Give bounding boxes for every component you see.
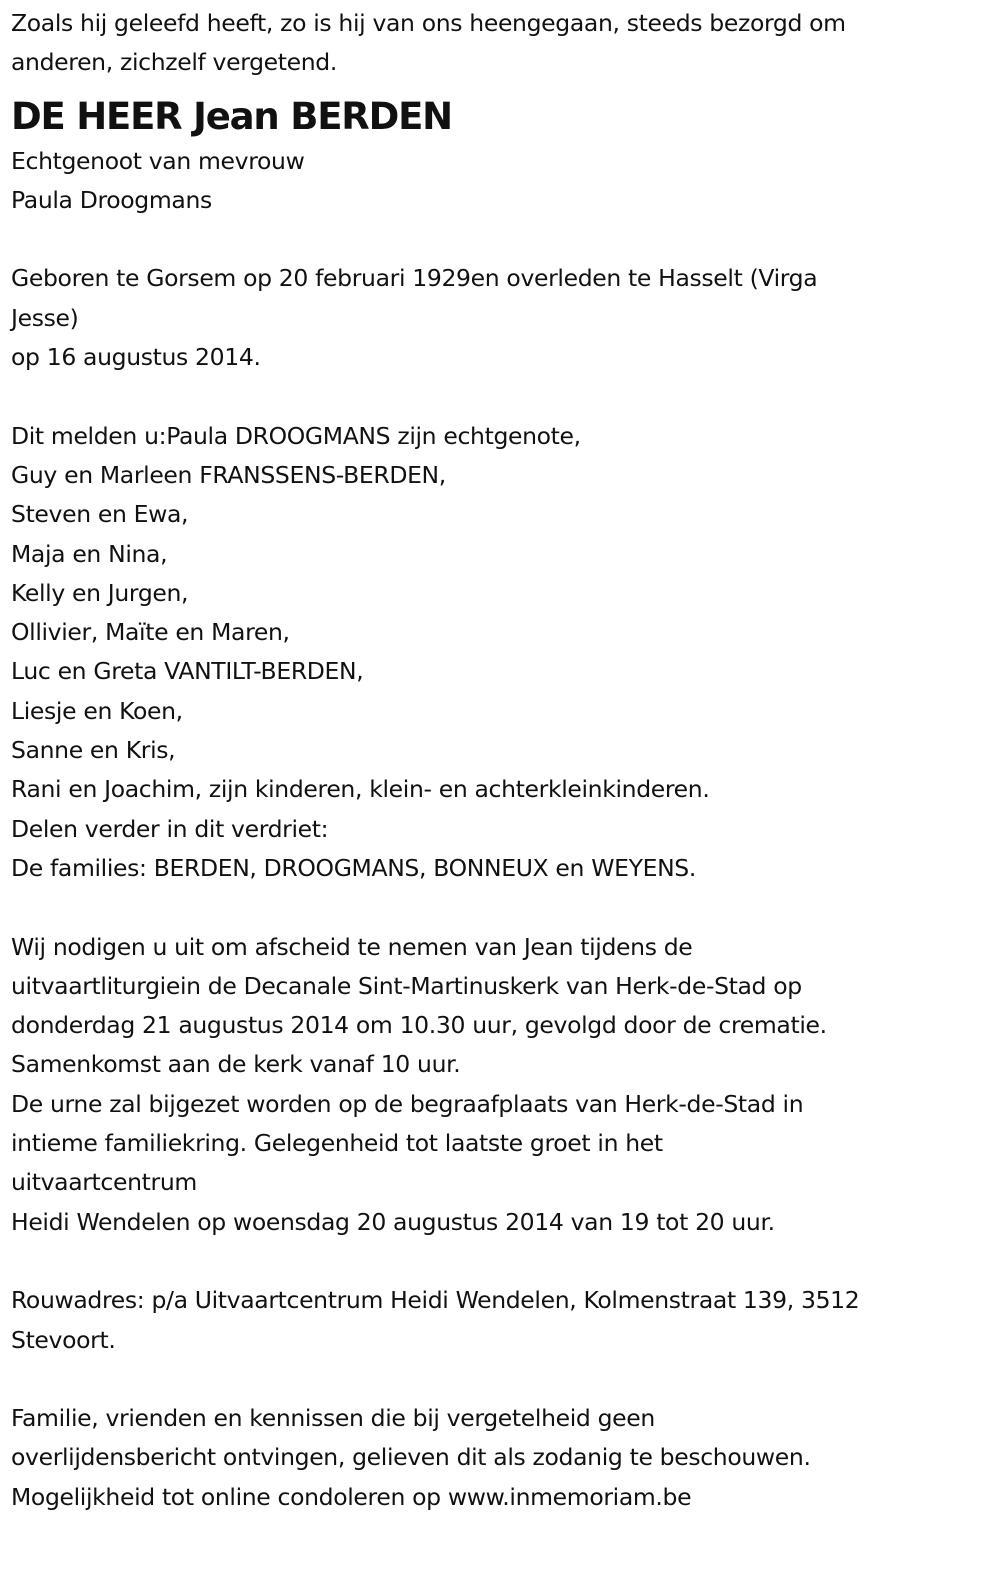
address-line: Rouwadres: p/a Uitvaartcentrum Heidi Wendelen, Kolmenstraat 139, 3512 [11, 1286, 860, 1315]
family-line: De families: BERDEN, DROOGMANS, BONNEUX en WEYENS. [11, 853, 696, 882]
ceremony-line: intieme familiekring. Gelegenheid tot laatste groet in het [11, 1129, 663, 1158]
mourning-address [11, 1281, 1000, 1360]
address-line: Stevoort. [11, 1325, 116, 1354]
ceremony-details [11, 928, 1000, 1242]
family-line: Sanne en Kris, [11, 736, 176, 765]
closing-line: overlijdensbericht ontvingen, gelieven dit als zodanig te beschouwen. [11, 1443, 811, 1472]
ceremony-line: De urne zal bijgezet worden op de begraafplaats van Herk-de-Stad in [11, 1089, 804, 1118]
spouse-line: Paula Droogmans [11, 185, 212, 214]
family-line: Delen verder in dit verdriet: [11, 814, 329, 843]
spouse-line: Echtgenoot van mevrouw [11, 146, 305, 175]
family-line: Dit melden u:Paula DROOGMANS zijn echtgenote, [11, 421, 581, 450]
ceremony-line: donderdag 21 augustus 2014 om 10.30 uur, gevolgd door de crematie. [11, 1011, 827, 1040]
birth-death-line: op 16 augustus 2014. [11, 343, 261, 372]
ceremony-line: Heidi Wendelen op woensdag 20 augustus 2014 van 19 tot 20 uur. [11, 1207, 775, 1236]
family-announcement [11, 417, 1000, 889]
ceremony-line: Samenkomst aan de kerk vanaf 10 uur. [11, 1050, 461, 1079]
birth-death-line: Geboren te Gorsem op 20 februari 1929en overleden te Hasselt (Virga [11, 264, 818, 293]
ceremony-line: Wij nodigen u uit om afscheid te nemen van Jean tijdens de [11, 932, 693, 961]
paragraph-spacer [11, 1242, 1000, 1281]
family-line: Luc en Greta VANTILT-BERDEN, [11, 657, 364, 686]
paragraph-spacer [11, 377, 1000, 416]
intro-line: anderen, zichzelf vergetend. [11, 48, 337, 77]
family-line: Guy en Marleen FRANSSENS-BERDEN, [11, 460, 446, 489]
ceremony-line: uitvaartliturgiein de Decanale Sint-Martinuskerk van Herk-de-Stad op [11, 971, 802, 1000]
family-line: Maja en Nina, [11, 539, 168, 568]
family-line: Rani en Joachim, zijn kinderen, klein- en achterkleinkinderen. [11, 775, 710, 804]
intro-line: Zoals hij geleefd heeft, zo is hij van ons heengegaan, steeds bezorgd om [11, 9, 846, 37]
birth-death-line: Jesse) [11, 303, 79, 332]
family-line: Liesje en Koen, [11, 696, 183, 725]
closing-line: Mogelijkheid tot online condoleren op www.inmemoriam.be [11, 1482, 692, 1511]
family-line: Steven en Ewa, [11, 500, 189, 529]
paragraph-spacer [11, 888, 1000, 927]
paragraph-spacer [11, 220, 1000, 259]
closing-line: Familie, vrienden en kennissen die bij vergetelheid geen [11, 1404, 655, 1433]
ceremony-line: uitvaartcentrum [11, 1168, 197, 1197]
closing-note [11, 1399, 1000, 1517]
family-line: Kelly en Jurgen, [11, 578, 189, 607]
birth-death-info [11, 259, 1000, 377]
family-line: Ollivier, Maïte en Maren, [11, 618, 290, 647]
paragraph-spacer [11, 1360, 1000, 1399]
spouse-info [11, 142, 1000, 221]
deceased-name-heading: DE HEER Jean BERDEN [11, 94, 452, 138]
intro-quote [11, 4, 1000, 83]
